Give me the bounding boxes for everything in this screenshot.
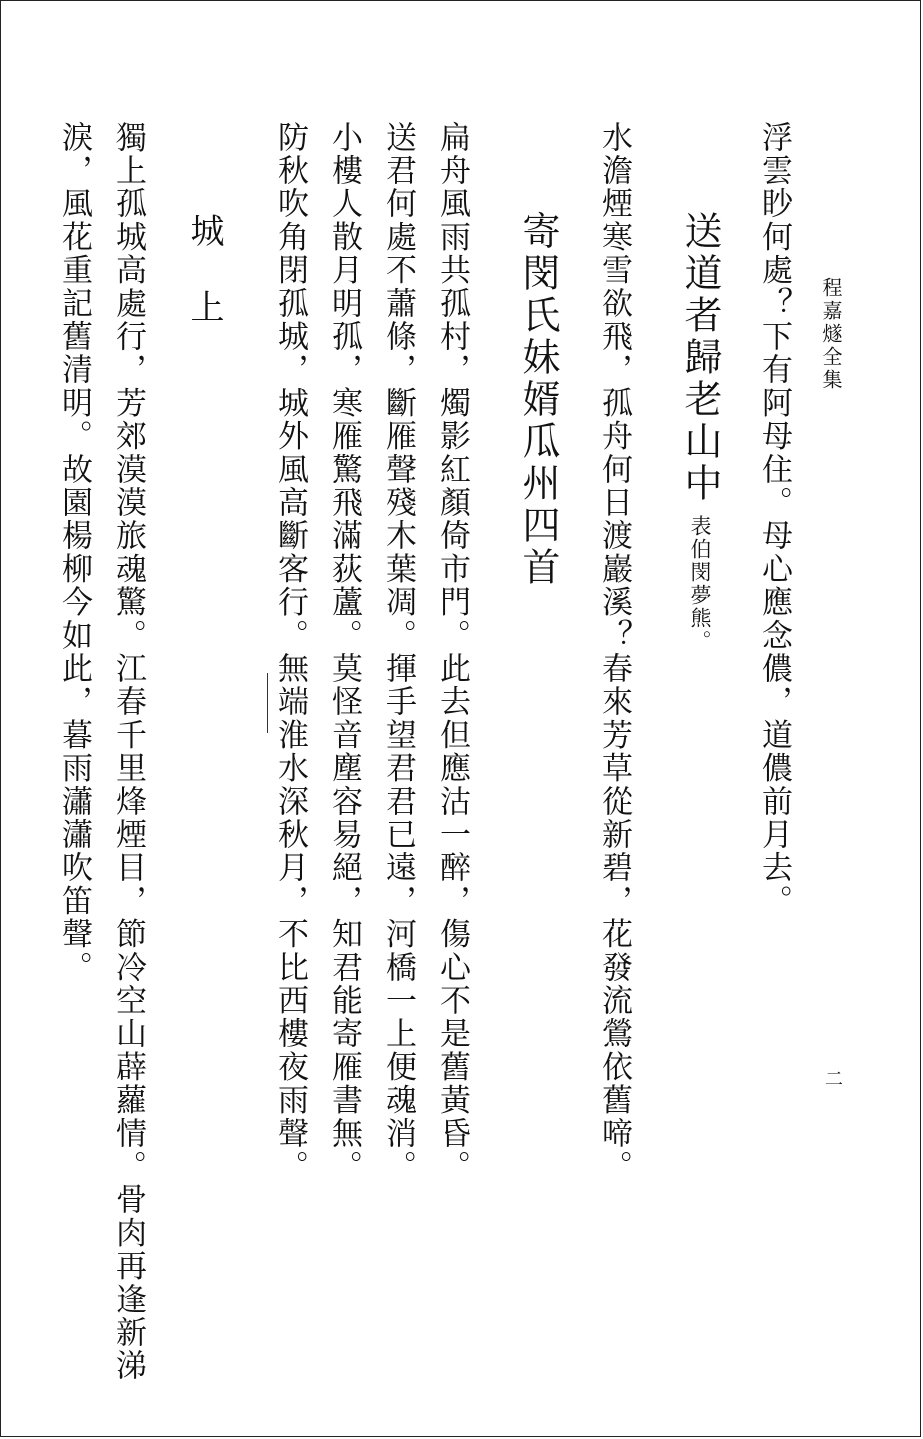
poem-heading-cheng: 城 (184, 213, 224, 247)
poem-line-4: 送君何處不蕭條，斷雁聲殘木葉凋。揮手望君君已遠，河橋一上便魂消。 (380, 121, 416, 1184)
poem-line-2: 水澹煙寒雪欲飛，孤舟何日渡巖溪？春來芳草從新碧，花發流鶯依舊啼。 (596, 121, 632, 1184)
poem-title-1-note: 表伯閔夢熊。 (688, 515, 712, 653)
poem-title-1 (678, 211, 722, 653)
page-number: 二 (822, 1069, 843, 1087)
running-head: 程嘉燧全集 (819, 277, 843, 392)
margin-rule-mark (267, 673, 268, 733)
poem-title-1-text: 送道者歸老山中 (678, 211, 722, 505)
poem-line-5: 小樓人散月明孤，寒雁驚飛滿荻蘆。莫怪音塵容易絕，知君能寄雁書無。 (326, 121, 362, 1184)
poem-line-8: 淚，風花重記舊清明。故園楊柳今如此，暮雨瀟瀟吹笛聲。 (56, 121, 92, 985)
poem-heading-shang: 上 (184, 289, 224, 323)
poem-line-3: 扁舟風雨共孤村，燭影紅顏倚市門。此去但應沽一醉，傷心不是舊黃昏。 (434, 121, 470, 1184)
poem-line-6: 防秋吹角閉孤城，城外風高斷客行。無端淮水深秋月，不比西樓夜雨聲。 (272, 121, 308, 1184)
poem-title-2: 寄閔氏妹婿瓜州四首 (516, 211, 560, 589)
poem-line-1: 浮雲眇何處？下有阿母住。母心應念儂，道儂前月去。 (756, 121, 792, 918)
poem-line-7: 獨上孤城高處行，芳郊漠漠旅魂驚。江春千里烽煙目，節冷空山薜蘿情。骨肉再逢新涕 (110, 121, 146, 1383)
